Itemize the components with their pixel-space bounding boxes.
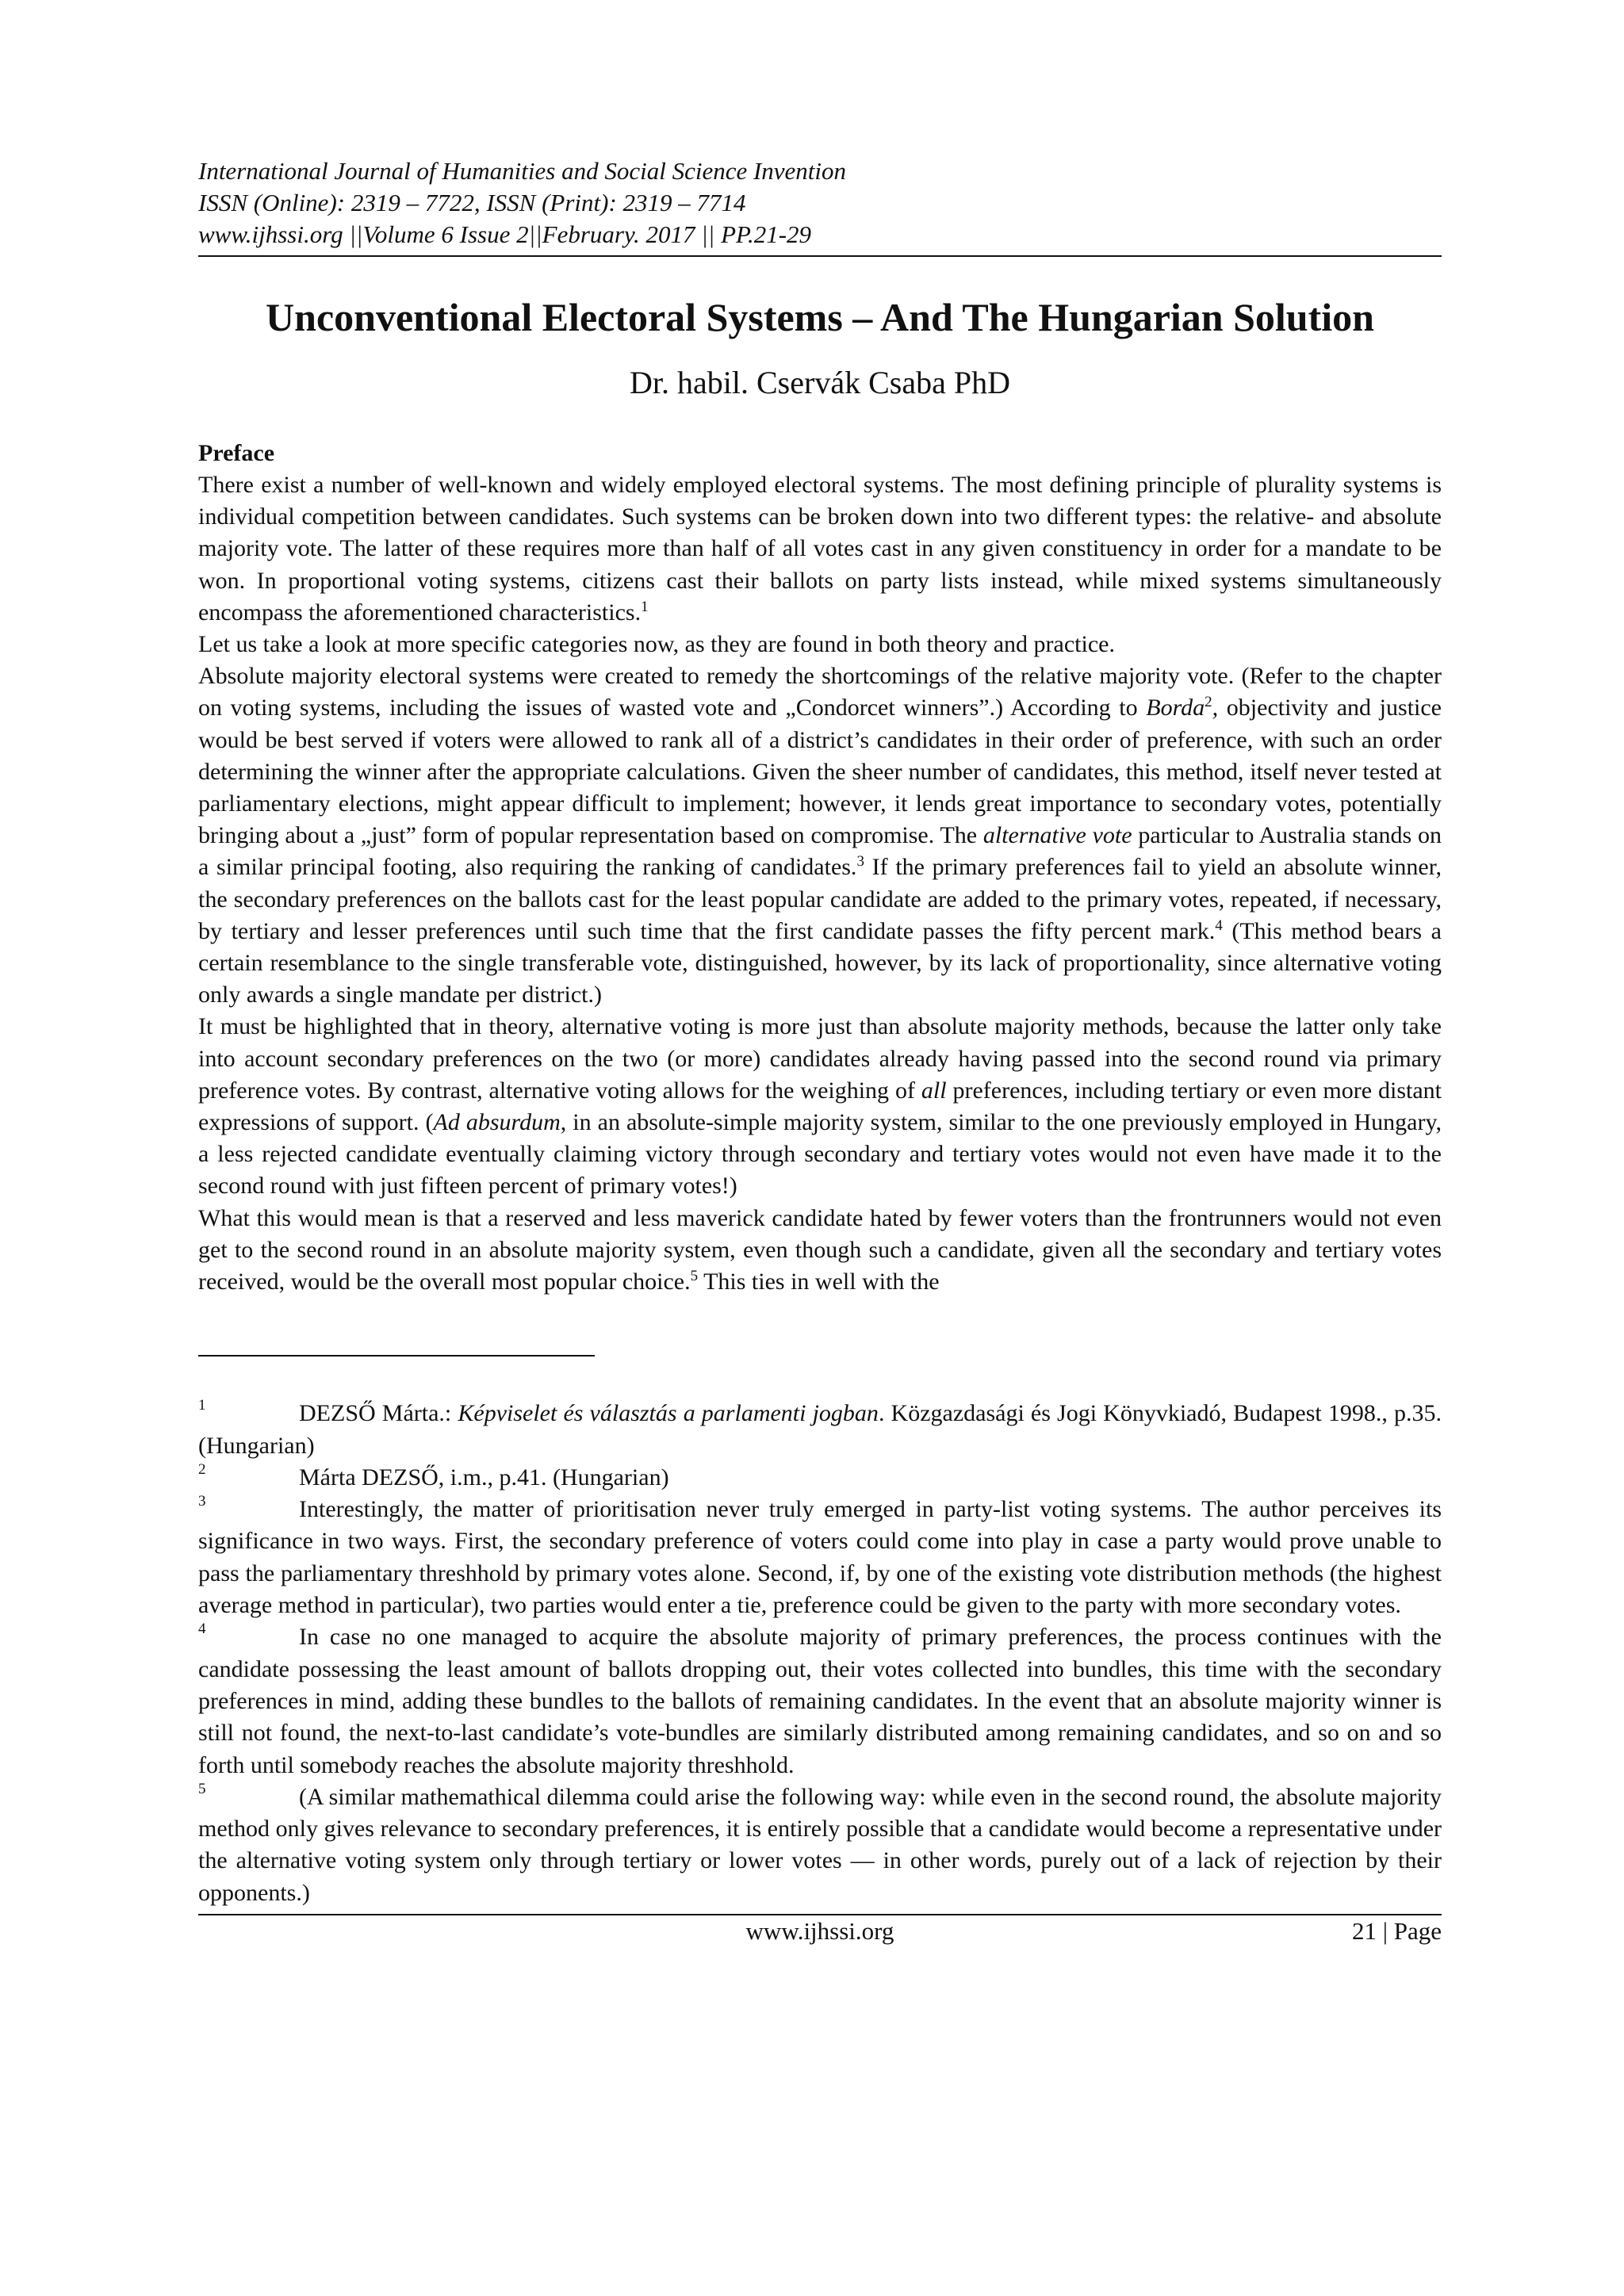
footnote-number: 2 xyxy=(198,1460,206,1478)
page-number: 21 | Page xyxy=(1352,1917,1442,1946)
footer-url[interactable]: www.ijhssi.org xyxy=(745,1917,894,1946)
footnote-number: 3 xyxy=(198,1493,206,1510)
footnote-number: 4 xyxy=(198,1621,206,1638)
journal-name: International Journal of Humanities and Social Science Invention xyxy=(198,157,847,185)
footnotes xyxy=(198,1398,1442,1909)
journal-issn: ISSN (Online): 2319 – 7722, ISSN (Print): 2319 – 7714 xyxy=(198,189,746,216)
header-rule xyxy=(198,255,1442,257)
footnote-separator xyxy=(198,1355,595,1357)
footnote-ref-1[interactable]: 1 xyxy=(641,598,649,615)
paragraph-1: There exist a number of well-known and widely employed electoral systems. The most defining principle of plurality systems is individual competition between candidates. Such systems can be broken down into two different types: the relative- and absolute majority vote. The latter of these requires more than half of all votes cast in any given constituency in order for a mandate to be won. In proportional voting systems, citizens cast their ballots on party lists instead, while mixed systems simultaneously encompass the aforementioned characteristics.$^1$ xyxy=(198,472,1442,626)
paragraph-2: Let us take a look at more specific categories now, as they are found in both theory and practice. xyxy=(198,631,1115,658)
footnote-ref-3[interactable]: 3 xyxy=(856,853,864,871)
paragraph-5: What this would mean is that a reserved and less maverick candidate hated by fewer voters than the frontrunners would not even get to the second round in an absolute majority system, even though such a candidate, given all the secondary and tertiary votes received, would be the overall most popular choice.$^5$ This ties in well with the xyxy=(198,1204,1442,1295)
footnote-3: 3 Interestingly, the matter of prioritisation never truly emerged in party-list voting systems. The author perceives its significance in two ways. First, the secondary preference of voters could come into play in case a party would prove unable to pass the parliamentary threshhold by primary votes alone. Second, if, by one of the existing vote distribution methods (the highest average method in particular), two parties would enter a tie, preference could be given to the party with more secondary votes. xyxy=(198,1494,1442,1621)
paper-page xyxy=(198,155,1442,2201)
journal-header xyxy=(198,155,1442,251)
article-title: Unconventional Electoral Systems – And The Hungarian Solution xyxy=(266,295,1374,339)
footnote-ref-5[interactable]: 5 xyxy=(690,1268,699,1285)
journal-issue: www.ijhssi.org ||Volume 6 Issue 2||February. 2017 || PP.21-29 xyxy=(198,220,812,248)
footnote-ref-2[interactable]: 2 xyxy=(1205,694,1212,711)
body-text xyxy=(198,469,1442,1298)
footnote-2: 2 Márta DEZSŐ, i.m., p.41. (Hungarian) xyxy=(198,1462,1442,1494)
footnote-4: 4 In case no one managed to acquire the absolute majority of primary preferences, the process continues with the candidate possessing the least amount of ballots dropping out, their votes collected into bundles, this time with the secondary preferences in mind, adding these bundles to the ballots of remaining candidates. In the event that an absolute majority winner is still not found, the next-to-last candidate’s vote-bundles are similarly distributed among remaining candidates, and so on and so forth until somebody reaches the absolute majority threshhold. xyxy=(198,1621,1442,1781)
footnote-5: 5 (A similar mathemathical dilemma could arise the following way: while even in the second round, the absolute majority method only gives relevance to secondary preferences, it is entirely possible that a candidate would become a representative under the alternative voting system only through tertiary or lower votes — in other words, purely out of a lack of rejection by their opponents.) xyxy=(198,1781,1442,1909)
article-author: Dr. habil. Cservák Csaba PhD xyxy=(630,365,1010,400)
paragraph-3: Absolute majority electoral systems were created to remedy the shortcomings of the relative majority vote. (Refer to the chapter on voting systems, including the issues of wasted vote and „Condorcet winners”.) According to Borda$^2$, objectivity and justice would be best served if voters were allowed to rank all of a district’s candidates in their order of preference, with such an order determining the winner after the appropriate calculations. Given the sheer number of candidates, this method, itself never tested at parliamentary elections, might appear difficult to implement; however, it lends great importance to secondary votes, potentially bringing about a „just” form of popular representation based on compromise. The alternative vote particular to Australia stands on a similar principal footing, also requiring the ranking of candidates.$^3$ If the primary preferences fail to yield an absolute winner, the secondary preferences on the ballots cast for the least popular candidate are added to the primary votes, repeated, if necessary, by tertiary and lesser preferences until such time that the first candidate passes the fifty percent mark.$^4$ (This method bears a certain resemblance to the single transferable vote, distinguished, however, by its lack of proportionality, since alternative voting only awards a single mandate per district.) xyxy=(198,663,1442,1008)
footnote-ref-4[interactable]: 4 xyxy=(1215,916,1223,934)
footnote-number: 5 xyxy=(198,1780,206,1797)
footnote-number: 1 xyxy=(198,1397,206,1414)
footnote-1: 1 DEZSŐ Márta.: Képviselet és választás a parlamenti jogban. Közgazdasági és Jogi Könyvkiadó, Budapest 1998., p.35. (Hungarian) xyxy=(198,1398,1442,1462)
paragraph-4: It must be highlighted that in theory, alternative voting is more just than absolute majority methods, because the latter only take into account secondary preferences on the two (or more) candidates already having passed into the second round via primary preference votes. By contrast, alternative voting allows for the weighing of all preferences, including tertiary or even more distant expressions of support. (Ad absurdum, in an absolute-simple majority system, similar to the one previously employed in Hungary, a less rejected candidate eventually claiming victory through secondary and tertiary votes would not even have made it to the second round with just fifteen percent of primary votes!) xyxy=(198,1013,1442,1200)
page-footer xyxy=(198,1915,1442,1947)
section-heading: Preface xyxy=(198,440,275,466)
